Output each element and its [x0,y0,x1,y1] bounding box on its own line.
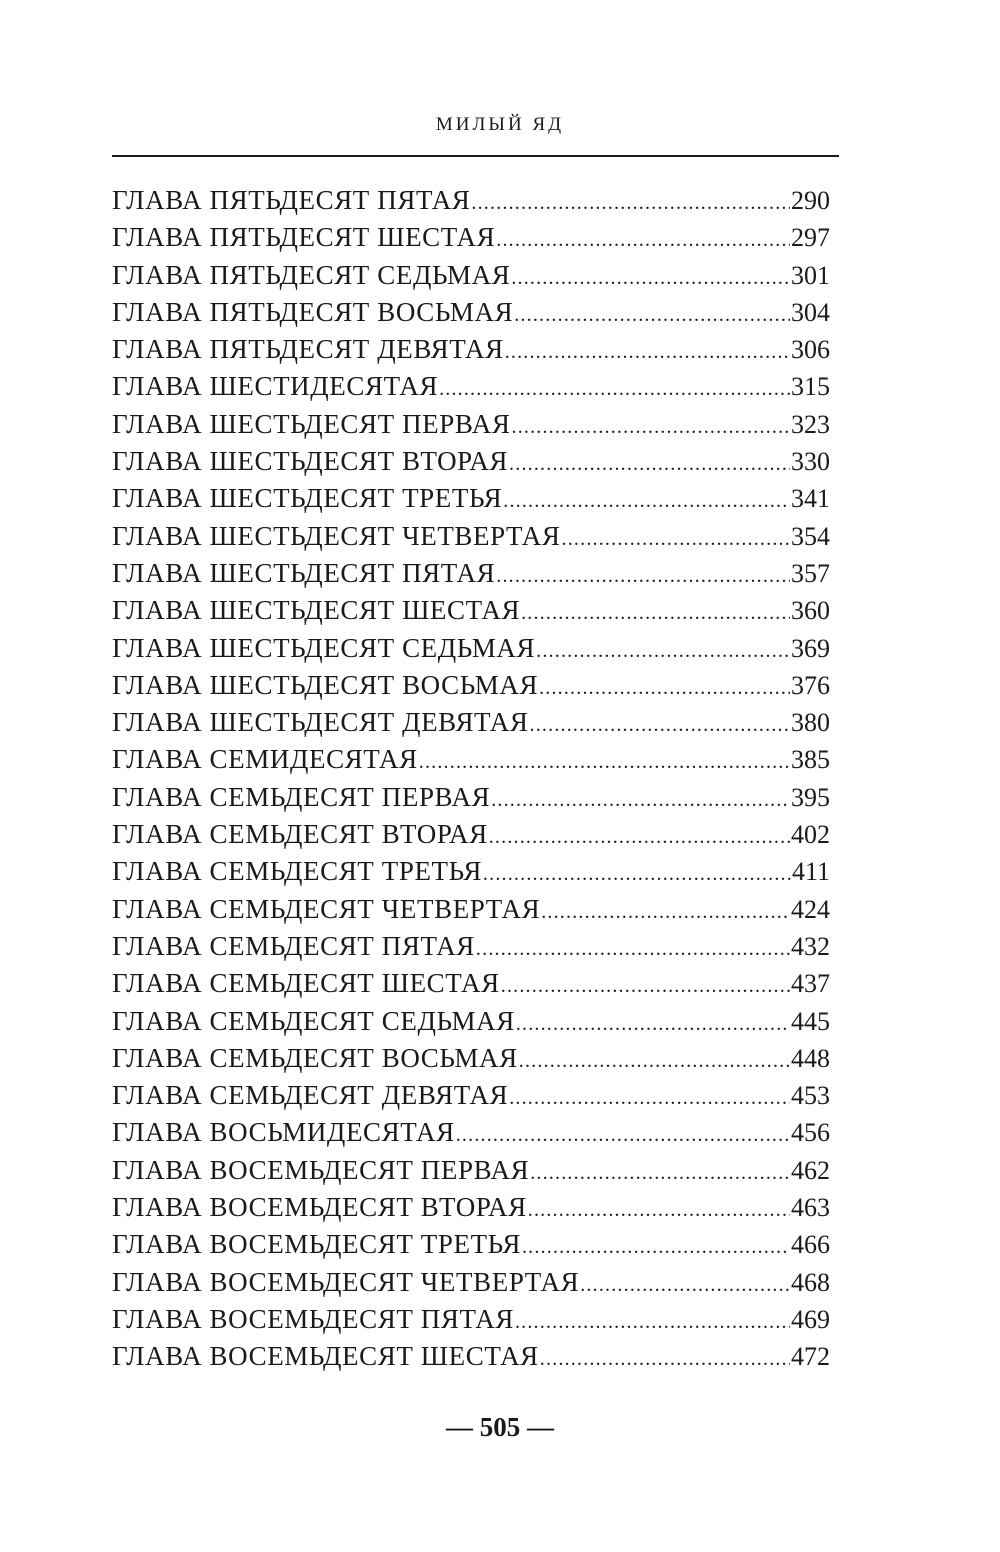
toc-entry-page: 330 [791,447,830,477]
dot-leader [501,968,790,1005]
toc-entry-page: 360 [791,596,830,626]
toc-entry-title: ГЛАВА СЕМИДЕСЯТАЯ [112,744,418,775]
dot-leader [528,1192,790,1229]
toc-entry[interactable] [112,667,830,704]
toc-entry-page: 301 [791,260,830,290]
dot-leader [530,707,790,744]
page-number: — 505 — [446,1412,554,1442]
toc-entry[interactable] [112,555,830,592]
toc-entry[interactable] [112,816,830,853]
toc-entry-page: 357 [791,558,830,588]
dot-leader [471,185,790,222]
toc-entry[interactable] [112,592,830,629]
toc-entry-title: ГЛАВА ШЕСТЬДЕСЯТ СЕДЬМАЯ [112,632,536,663]
running-head-title: МИЛЫЙ ЯД [435,114,565,135]
toc-entry-title: ГЛАВА ВОСЕМЬДЕСЯТ ВТОРАЯ [112,1192,527,1223]
toc-entry[interactable] [112,443,830,480]
dot-leader [540,1341,790,1378]
toc-entry[interactable] [112,518,830,555]
dot-leader [541,894,790,931]
toc-entry-page: 354 [791,521,830,551]
toc-entry-title: ГЛАВА ВОСЕМЬДЕСЯТ ПЯТАЯ [112,1303,514,1334]
dot-leader [511,260,790,297]
dot-leader [419,744,790,781]
toc-entry[interactable] [112,1003,830,1040]
toc-entry-title: ГЛАВА СЕМЬДЕСЯТ ВОСЬМАЯ [112,1042,518,1073]
toc-entry-title: ГЛАВА ПЯТЬДЕСЯТ СЕДЬМАЯ [112,259,511,290]
toc-entry-page: 306 [791,335,830,365]
toc-entry[interactable] [112,1077,830,1114]
toc-entry-page: 376 [791,670,830,700]
toc-entry-title: ГЛАВА СЕМЬДЕСЯТ ЧЕТВЕРТАЯ [112,893,541,924]
toc-entry-title: ГЛАВА ВОСЕМЬДЕСЯТ ЧЕТВЕРТАЯ [112,1266,580,1297]
toc-entry-page: 411 [791,857,830,887]
toc-entry-page: 445 [791,1006,830,1036]
dot-leader [439,371,790,408]
dot-leader [539,670,790,707]
toc-entry-title: ГЛАВА ВОСЕМЬДЕСЯТ ПЕРВАЯ [112,1154,530,1185]
toc-entry-title: ГЛАВА ШЕСТЬДЕСЯТ ВТОРАЯ [112,446,509,477]
dot-leader [580,1267,790,1304]
toc-entry[interactable] [112,1301,830,1338]
toc-entry-title: ГЛАВА СЕМЬДЕСЯТ ПЕРВАЯ [112,781,491,812]
header-rule [112,155,839,157]
dot-leader [519,1043,790,1080]
toc-entry-title: ГЛАВА ШЕСТЬДЕСЯТ ПЕРВАЯ [112,408,511,439]
toc-entry-page: 341 [791,484,830,514]
toc-entry-title: ГЛАВА СЕМЬДЕСЯТ ТРЕТЬЯ [112,856,482,887]
toc-entry-title: ГЛАВА СЕМЬДЕСЯТ СЕДЬМАЯ [112,1005,515,1036]
toc-entry-page: 395 [791,782,830,812]
toc-entry-page: 424 [791,894,830,924]
toc-entry-page: 369 [791,633,830,663]
dot-leader [509,446,790,483]
dot-leader [489,819,790,856]
table-of-contents [112,182,830,1376]
toc-entry[interactable] [112,1114,830,1151]
toc-entry-page: 463 [791,1193,830,1223]
toc-entry-page: 290 [791,186,830,215]
toc-entry-page: 468 [791,1267,830,1297]
toc-entry[interactable] [112,368,830,405]
toc-entry-page: 323 [791,409,830,439]
toc-entry-title: ГЛАВА ШЕСТЬДЕСЯТ ЧЕТВЕРТАЯ [112,520,561,551]
toc-entry[interactable] [112,257,830,294]
toc-entry-page: 402 [791,820,830,850]
dot-leader [516,1006,790,1043]
toc-entry-page: 432 [791,931,830,961]
toc-entry[interactable] [112,480,830,517]
dot-leader [503,483,790,520]
toc-entry-page: 297 [791,223,830,253]
dot-leader [456,1117,790,1154]
toc-entry-page: 462 [791,1155,830,1185]
toc-entry-page: 453 [791,1081,830,1111]
toc-entry-title: ГЛАВА СЕМЬДЕСЯТ ДЕВЯТАЯ [112,1080,509,1111]
toc-entry-title: ГЛАВА ШЕСТЬДЕСЯТ ПЯТАЯ [112,557,496,588]
toc-entry[interactable] [112,1152,830,1189]
toc-entry-title: ГЛАВА ВОСЬМИДЕСЯТАЯ [112,1117,455,1148]
toc-entry[interactable] [112,1040,830,1077]
toc-entry-title: ГЛАВА ПЯТЬДЕСЯТ ШЕСТАЯ [112,222,496,253]
toc-entry-title: ГЛАВА ПЯТЬДЕСЯТ ВОСЬМАЯ [112,296,514,327]
toc-entry-title: ГЛАВА ШЕСТЬДЕСЯТ ВОСЬМАЯ [112,669,539,700]
toc-entry[interactable] [112,219,830,256]
toc-entry[interactable] [112,331,830,368]
toc-entry[interactable] [112,779,830,816]
dot-leader [491,782,790,819]
toc-entry[interactable] [112,928,830,965]
dot-leader [521,595,790,632]
dot-leader [496,558,790,595]
toc-entry-title: ГЛАВА СЕМЬДЕСЯТ ПЯТАЯ [112,930,475,961]
dot-leader [496,222,790,259]
toc-entry[interactable] [112,182,830,219]
toc-entry-page: 437 [791,969,830,999]
dot-leader [514,297,790,334]
toc-entry[interactable] [112,853,830,890]
toc-entry[interactable] [112,1189,830,1226]
toc-entry-page: 456 [791,1118,830,1148]
toc-entry[interactable] [112,406,830,443]
toc-entry[interactable] [112,294,830,331]
dot-leader [515,1304,790,1341]
dot-leader [509,1080,790,1117]
toc-entry-title: ГЛАВА ШЕСТЬДЕСЯТ ДЕВЯТАЯ [112,707,529,738]
toc-entry-title: ГЛАВА ШЕСТИДЕСЯТАЯ [112,371,439,402]
toc-entry-page: 472 [791,1342,830,1372]
toc-entry-title: ГЛАВА ПЯТЬДЕСЯТ ДЕВЯТАЯ [112,334,504,365]
toc-entry[interactable] [112,630,830,667]
toc-entry-page: 469 [791,1304,830,1334]
dot-leader [536,633,790,670]
dot-leader [562,521,790,558]
toc-entry-title: ГЛАВА ПЯТЬДЕСЯТ ПЯТАЯ [112,185,471,215]
toc-entry[interactable] [112,1264,830,1301]
toc-entry-page: 466 [791,1230,830,1260]
toc-entry[interactable] [112,1226,830,1263]
toc-entry[interactable] [112,704,830,741]
toc-entry-page: 304 [791,297,830,327]
toc-entry-title: ГЛАВА СЕМЬДЕСЯТ ШЕСТАЯ [112,968,500,999]
toc-entry-title: ГЛАВА ШЕСТЬДЕСЯТ ШЕСТАЯ [112,595,521,626]
toc-entry-title: ГЛАВА ВОСЕМЬДЕСЯТ ШЕСТАЯ [112,1341,539,1372]
toc-entry-page: 315 [791,372,830,402]
dot-leader [522,1229,790,1266]
dot-leader [512,409,791,446]
toc-entry-title: ГЛАВА ШЕСТЬДЕСЯТ ТРЕТЬЯ [112,483,503,514]
toc-entry[interactable] [112,741,830,778]
toc-entry-page: 448 [791,1043,830,1073]
toc-entry-page: 380 [791,708,830,738]
dot-leader [483,856,791,893]
dot-leader [530,1155,790,1192]
toc-entry-page: 385 [791,745,830,775]
toc-entry-title: ГЛАВА ВОСЕМЬДЕСЯТ ТРЕТЬЯ [112,1229,521,1260]
toc-entry[interactable] [112,891,830,928]
toc-entry[interactable] [112,965,830,1002]
dot-leader [476,931,790,968]
toc-entry-title: ГЛАВА СЕМЬДЕСЯТ ВТОРАЯ [112,819,488,850]
dot-leader [505,334,790,371]
toc-entry[interactable] [112,1338,830,1375]
